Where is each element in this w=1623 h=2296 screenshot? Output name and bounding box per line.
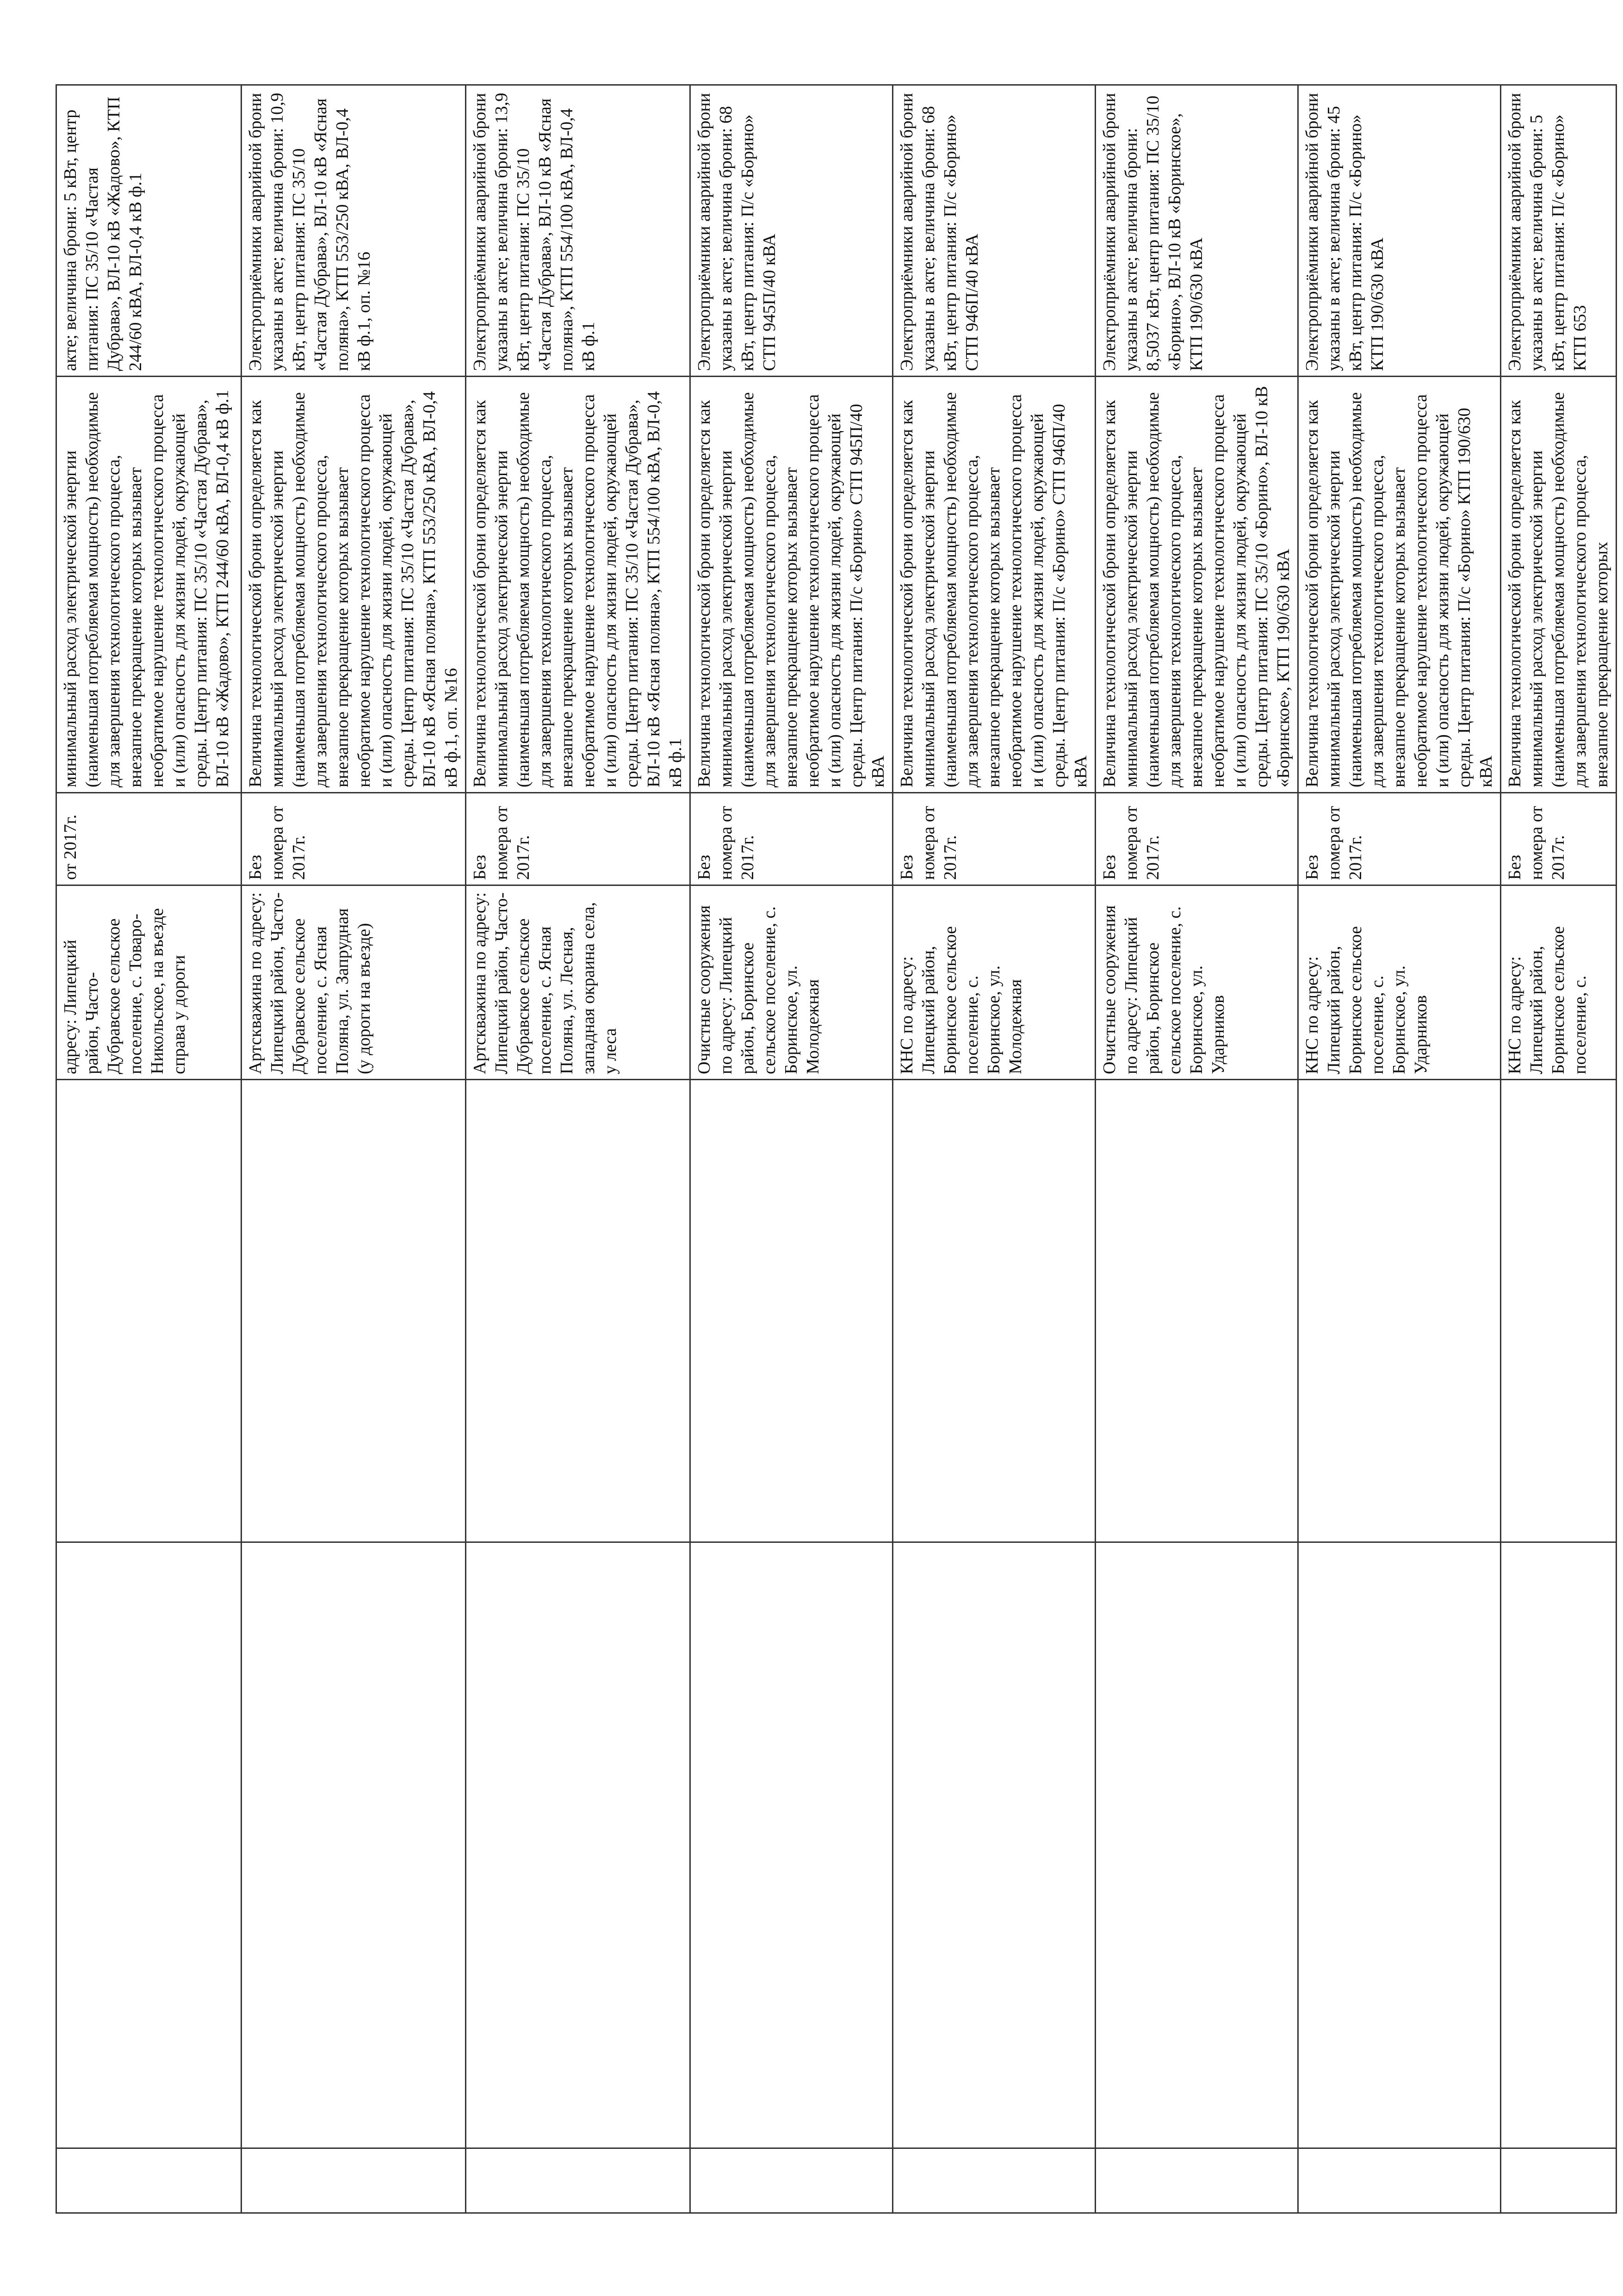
emergency-reserve-text: Электроприёмники аварийной брони указаны в акте; величина брони: 13,9 кВт, центр питания: ПС 35/10 «Частая Дубрава», ВЛ-10 кВ «Ясная поляна», КТП 554/100 кВА, ВЛ-0,4 кВ ф.1 xyxy=(470,93,598,371)
cell-doc xyxy=(1298,793,1501,885)
emergency-reserve-text: Электроприёмники аварийной брони указаны в акте; величина брони: 68 кВт, центр питания: П/с «Борино» СТП 946П/40 кВА xyxy=(897,93,982,371)
cell-organization xyxy=(1298,1542,1501,2148)
cell-emergency-reserve xyxy=(466,85,690,377)
cell-organization xyxy=(1096,1542,1298,2148)
emergency-reserve-text: акте; величина брони: 5 кВт, центр питания: ПС 35/10 «Частая Дубрава», ВЛ-10 кВ «Жадово», КТП 244/60 кВА, ВЛ-0,4 кВ ф.1 xyxy=(61,96,145,371)
table-row xyxy=(1501,85,1617,2213)
cell-tech-reserve xyxy=(1501,377,1617,793)
cell-index xyxy=(690,2148,893,2213)
cell-emergency-reserve xyxy=(1096,85,1298,377)
cell-address xyxy=(466,885,690,1080)
tech-reserve-text: Величина технологической брони определяется как минимальный расход электрической энергии (наименьшая потребляемая мощность) необходимые для завершения технологического процесса, внезапное прекращение которых вызывает необратимое нарушение технологического процесса и (или) опасность для жизни людей, окружающей среды. Центр питания: ПС 35/10 «Частая Дубрава», ВЛ-10 кВ «Ясная поляна», КТП 553/250 кВА, ВЛ-0,4 кВ ф.1, оп. №16 xyxy=(246,391,461,787)
emergency-reserve-text: Электроприёмники аварийной брони указаны в акте; величина брони: 8,5037 кВт, центр питания: ПС 35/10 «Борино», ВЛ-10 кВ «Боринское», КТП 190/630 кВА xyxy=(1100,93,1206,371)
cell-doc xyxy=(690,793,893,885)
doc-text: Без номера от 2017г. xyxy=(246,806,309,880)
doc-text: Без номера от 2017г. xyxy=(1302,806,1365,880)
address-text: адресу: Липецкий район, Часто-Дубравское сельское поселение, с. Товаро-Никольское, на въезде справа у дороги xyxy=(61,908,189,1074)
address-text: КНС по адресу: Липецкий район, Боринское сельское поселение, с. xyxy=(1505,926,1590,1074)
cell-organization xyxy=(56,1542,242,2148)
cell-doc xyxy=(242,793,466,885)
cell-organization xyxy=(690,1542,893,2148)
cell-address xyxy=(1298,885,1501,1080)
cell-doc xyxy=(56,793,242,885)
cell-tech-reserve xyxy=(1096,377,1298,793)
cell-tech-reserve xyxy=(242,377,466,793)
cell-index xyxy=(242,2148,466,2213)
table-row xyxy=(1298,85,1501,2213)
cell-emergency-reserve xyxy=(56,85,242,377)
cell-index xyxy=(893,2148,1096,2213)
cell-object xyxy=(56,1080,242,1542)
table-row xyxy=(466,85,690,2213)
doc-text: Без номера от 2017г. xyxy=(897,806,960,880)
cell-address xyxy=(1096,885,1298,1080)
cell-object xyxy=(690,1080,893,1542)
cell-object xyxy=(1501,1080,1617,1542)
tech-reserve-text: Величина технологической брони определяется как минимальный расход электрической энергии (наименьшая потребляемая мощность) необходимые для завершения технологического процесса, внезапное прекращение которых вызывает необратимое нарушение технологического процесса и (или) опасность для жизни людей, окружающей среды. Центр питания: ПС 35/10 «Борино», ВЛ-10 кВ «Боринское», КТП 190/630 кВА xyxy=(1100,386,1293,787)
cell-index xyxy=(1298,2148,1501,2213)
cell-tech-reserve xyxy=(56,377,242,793)
emergency-reserve-text: Электроприёмники аварийной брони указаны в акте; величина брони: 68 кВт, центр питания: П/с «Борино» СТП 945П/40 кВА xyxy=(694,93,779,371)
emergency-reserve-text: Электроприёмники аварийной брони указаны в акте; величина брони: 45 кВт, центр питания: П/с «Борино» КТП 190/630 кВА xyxy=(1302,93,1387,371)
cell-address xyxy=(893,885,1096,1080)
cell-tech-reserve xyxy=(466,377,690,793)
cell-object xyxy=(893,1080,1096,1542)
table-row xyxy=(1096,85,1298,2213)
cell-address xyxy=(690,885,893,1080)
cell-organization xyxy=(893,1542,1096,2148)
cell-emergency-reserve xyxy=(893,85,1096,377)
address-text: Очистные сооружения по адресу: Липецкий район, Боринское сельское поселение, с. Боринское, ул. Ударников xyxy=(1100,905,1228,1074)
cell-address xyxy=(1501,885,1617,1080)
cell-tech-reserve xyxy=(1298,377,1501,793)
tech-reserve-text: Величина технологической брони определяется как минимальный расход электрической энергии (наименьшая потребляемая мощность) необходимые для завершения технологического процесса, внезапное прекращение которых вызывает необратимое нарушение технологического процесса и (или) опасность для жизни людей, окружающей среды. Центр питания: П/с «Борино» КТП 190/630 кВА xyxy=(1302,392,1496,787)
cell-organization xyxy=(242,1542,466,2148)
tech-reserve-text: Величина технологической брони определяется как минимальный расход электрической энергии (наименьшая потребляемая мощность) необходимые для завершения технологического процесса, внезапное прекращение которых вызывает необратимое нарушение технологического процесса и (или) опасность для жизни людей, окружающей среды. Центр питания: П/с «Борино» СТП 945П/40 кВА xyxy=(694,392,888,787)
doc-text: Без номера от 2017г. xyxy=(1100,806,1163,880)
table-row xyxy=(690,85,893,2213)
cell-index xyxy=(56,2148,242,2213)
cell-tech-reserve xyxy=(690,377,893,793)
emergency-reserve-text: Электроприёмники аварийной брони указаны в акте; величина брони: 5 кВт, центр питания: П/с «Борино» КТП 653 xyxy=(1505,93,1590,371)
cell-object xyxy=(1096,1080,1298,1542)
doc-text: от 2017г. xyxy=(61,814,80,880)
table-row xyxy=(893,85,1096,2213)
cell-index xyxy=(466,2148,690,2213)
cell-organization xyxy=(466,1542,690,2148)
cell-object xyxy=(242,1080,466,1542)
doc-text: Без номера от 2017г. xyxy=(694,806,757,880)
emergency-reserve-table xyxy=(56,84,1617,2214)
cell-index xyxy=(1501,2148,1617,2213)
cell-doc xyxy=(893,793,1096,885)
table-row xyxy=(56,85,242,2213)
cell-emergency-reserve xyxy=(1501,85,1617,377)
doc-text: Без номера от 2017г. xyxy=(1505,806,1568,880)
cell-object xyxy=(1298,1080,1501,1542)
cell-doc xyxy=(1501,793,1617,885)
address-text: Артскважина по адресу: Липецкий район, Часто-Дубравское сельское поселение, с. Ясная Поляна, ул. Лесная, западная окраина села, у леса xyxy=(470,892,620,1074)
rotated-table-container xyxy=(56,86,1611,2214)
cell-tech-reserve xyxy=(893,377,1096,793)
address-text: КНС по адресу: Липецкий район, Боринское сельское поселение, с. Боринское, ул. Ударников xyxy=(1302,926,1431,1074)
cell-address xyxy=(56,885,242,1080)
cell-object xyxy=(466,1080,690,1542)
cell-organization xyxy=(1501,1542,1617,2148)
emergency-reserve-text: Электроприёмники аварийной брони указаны в акте; величина брони: 10,9 кВт, центр питания: ПС 35/10 «Частая Дубрава», ВЛ-10 кВ «Ясная поляна», КТП 553/250 кВА, ВЛ-0,4 кВ ф.1, оп. №16 xyxy=(246,93,374,371)
table-row xyxy=(242,85,466,2213)
cell-emergency-reserve xyxy=(1298,85,1501,377)
tech-reserve-text: Величина технологической брони определяется как минимальный расход электрической энергии (наименьшая потребляемая мощность) необходимые для завершения технологического процесса, внезапное прекращение которых вызывает необратимое нарушение технологического процесса и (или) опасность для жизни людей, окружающей среды. Центр питания: П/с «Борино» СТП 946П/40 кВА xyxy=(897,392,1090,787)
cell-emergency-reserve xyxy=(690,85,893,377)
doc-text: Без номера от 2017г. xyxy=(470,806,533,880)
tech-reserve-text: минимальный расход электрической энергии (наименьшая потребляемая мощность) необходимые для завершения технологического процесса, внезапное прекращение которых вызывает необратимое нарушение технологического процесса и (или) опасность для жизни людей, окружающей среды. Центр питания: ПС 35/10 «Частая Дубрава», ВЛ-10 кВ «Жадово», КТП 244/60 кВА, ВЛ-0,4 кВ ф.1 xyxy=(61,390,232,787)
address-text: Очистные сооружения по адресу: Липецкий район, Боринское сельское поселение, с. Боринское, ул. Молодежная xyxy=(694,905,823,1074)
cell-index xyxy=(1096,2148,1298,2213)
cell-emergency-reserve xyxy=(242,85,466,377)
cell-doc xyxy=(466,793,690,885)
cell-doc xyxy=(1096,793,1298,885)
address-text: Артскважина по адресу: Липецкий район, Часто-Дубравское сельское поселение, с. Ясная Поляна, ул. Запрудная (у дороги на въезде) xyxy=(246,892,374,1074)
table-body xyxy=(56,85,1617,2213)
address-text: КНС по адресу: Липецкий район, Боринское сельское поселение, с. Боринское, ул. Молодежная xyxy=(897,926,1025,1074)
tech-reserve-text: Величина технологической брони определяется как минимальный расход электрической энергии (наименьшая потребляемая мощность) необходимые для завершения технологического процесса, внезапное прекращение которых xyxy=(1505,392,1611,787)
tech-reserve-text: Величина технологической брони определяется как минимальный расход электрической энергии (наименьшая потребляемая мощность) необходимые для завершения технологического процесса, внезапное прекращение которых вызывает необратимое нарушение технологического процесса и (или) опасность для жизни людей, окружающей среды. Центр питания: ПС 35/10 «Частая Дубрава», ВЛ-10 кВ «Ясная поляна», КТП 554/100 кВА, ВЛ-0,4 кВ ф.1 xyxy=(470,391,685,787)
cell-address xyxy=(242,885,466,1080)
